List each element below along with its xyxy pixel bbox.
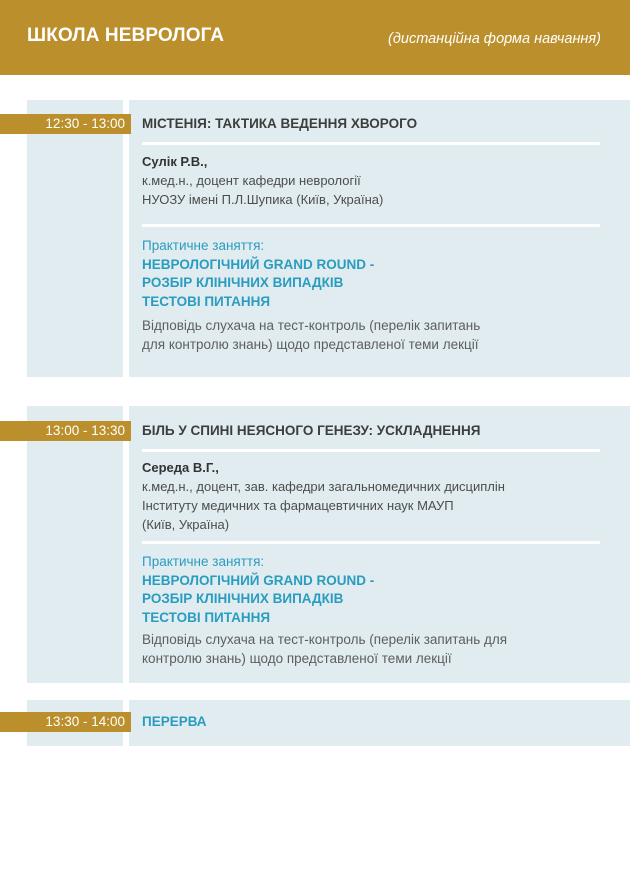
speaker-name: Сулік Р.В.,: [142, 154, 208, 169]
practice-title-line: ТЕСТОВІ ПИТАННЯ: [142, 293, 271, 309]
speaker-position: к.мед.н., доцент, зав. кафедри загальномедичних дисциплін: [142, 479, 505, 494]
speaker-location: (Київ, Україна): [142, 517, 230, 532]
session-1-practice: [142, 237, 374, 311]
speaker-position: к.мед.н., доцент кафедри неврології: [142, 173, 361, 188]
practice-title-line: ТЕСТОВІ ПИТАННЯ: [142, 609, 271, 625]
practice-title-line: НЕВРОЛОГІЧНИЙ GRAND ROUND -: [142, 256, 375, 272]
divider: [142, 449, 600, 452]
practice-label: Практичне заняття:: [142, 238, 265, 253]
practice-label: Практичне заняття:: [142, 554, 265, 569]
practice-title-line: РОЗБІР КЛІНІЧНИХ ВИПАДКІВ: [142, 591, 344, 606]
description-line: для контролю знань) щодо представленої теми лекції: [142, 337, 479, 352]
session-2-time: 13:00 - 13:30: [0, 421, 131, 441]
speaker-name: Середа В.Г.,: [142, 460, 219, 475]
description-line: Відповідь слухача на тест-контроль (перелік запитань для: [142, 632, 508, 647]
session-2-title: БІЛЬ У СПИНІ НЕЯСНОГО ГЕНЕЗУ: УСКЛАДНЕННЯ: [142, 423, 481, 438]
speaker-affiliation: НУОЗУ імені П.Л.Шупика (Київ, Україна): [142, 192, 384, 207]
session-2-speaker: [142, 458, 505, 534]
session-2-description: [142, 630, 582, 668]
page-subtitle: (дистанційна форма навчання): [388, 31, 601, 47]
divider: [142, 541, 600, 544]
practice-title-line: РОЗБІР КЛІНІЧНИХ ВИПАДКІВ: [142, 275, 344, 290]
description-line: контролю знань) щодо представленої теми лекції: [142, 651, 452, 666]
session-1-title: МІСТЕНІЯ: ТАКТИКА ВЕДЕННЯ ХВОРОГО: [142, 116, 418, 131]
session-2-time-panel: [27, 406, 123, 683]
page-title: ШКОЛА НЕВРОЛОГА: [27, 25, 225, 46]
description-line: Відповідь слухача на тест-контроль (перелік запитань: [142, 318, 481, 333]
session-1-speaker: [142, 152, 383, 209]
break-time: 13:30 - 14:00: [0, 712, 131, 732]
divider: [142, 142, 600, 145]
page-header: [0, 0, 630, 75]
session-1-description: [142, 316, 582, 354]
session-1-time: 12:30 - 13:00: [0, 114, 131, 134]
session-2-practice: [142, 553, 374, 627]
session-1-time-panel: [27, 100, 123, 377]
divider: [142, 224, 600, 227]
speaker-affiliation: Інституту медичних та фармацевтичних наук МАУП: [142, 498, 454, 513]
practice-title-line: НЕВРОЛОГІЧНИЙ GRAND ROUND -: [142, 572, 375, 588]
break-title: ПЕРЕРВА: [142, 714, 207, 729]
